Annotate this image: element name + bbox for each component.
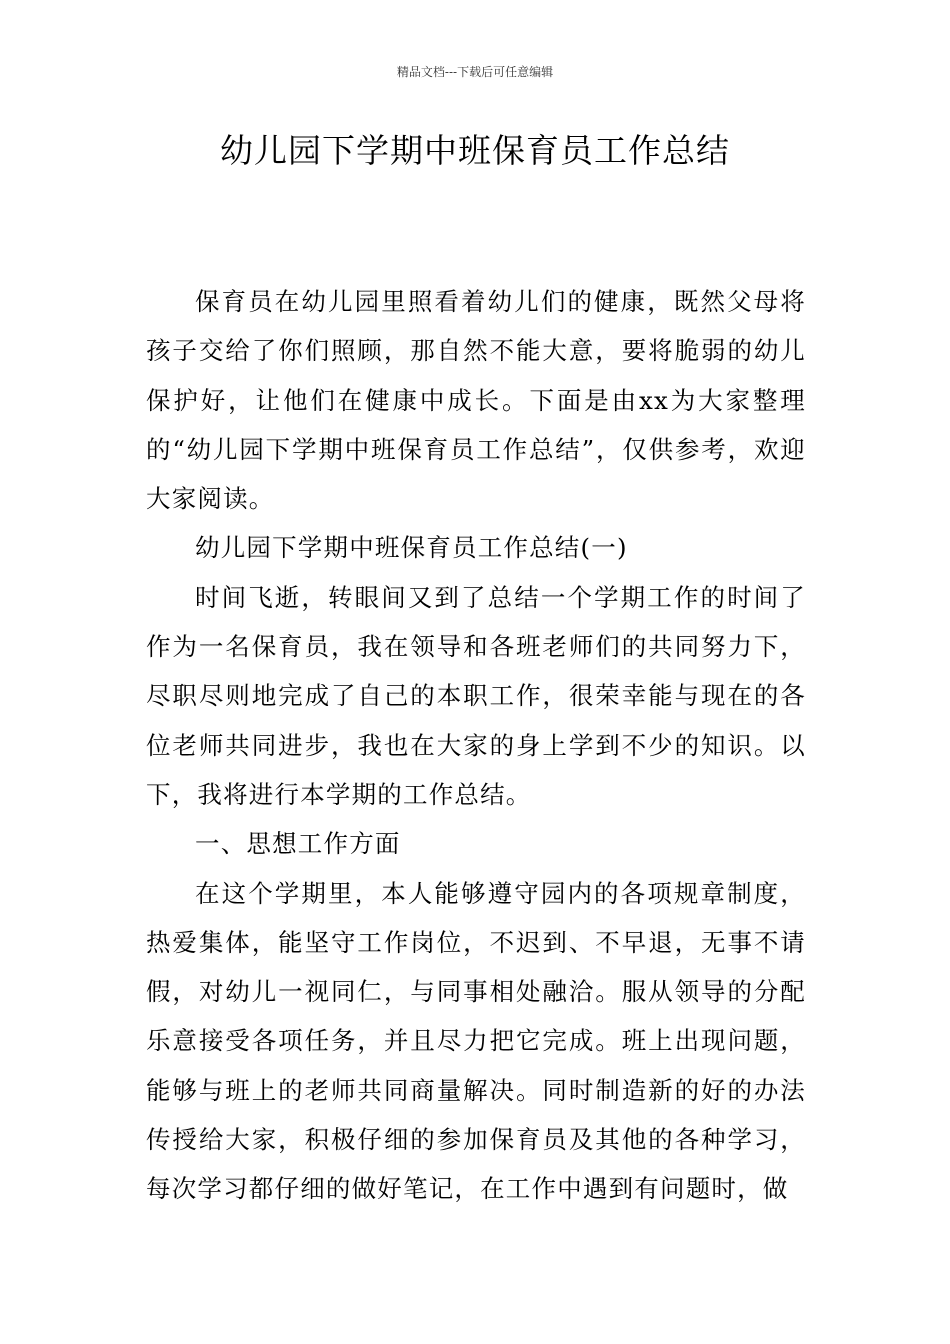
paragraph-ideology-body: 在这个学期里，本人能够遵守园内的各项规章制度，热爱集体，能坚守工作岗位，不迟到、不早退，无事不请假，对幼儿一视同仁，与同事相处融洽。服从领导的分配乐意接受各项任务，并且尽力把它完成。班上出现问题，能够与班上的老师共同商量解决。同时制造新的好的办法传授给大家，积极仔细的参加保育员及其他的各种学习，每次学习都仔细的做好笔记，在工作中遇到有问题时，做 — [146, 878, 806, 1204]
document-title: 幼儿园下学期中班保育员工作总结 — [220, 131, 730, 170]
document-body — [146, 277, 806, 1214]
paragraph-summary-opening: 时间飞逝，转眼间又到了总结一个学期工作的时间了作为一名保育员，我在领导和各班老师们的共同努力下，尽职尽则地完成了自己的本职工作，很荣幸能与现在的各位老师共同进步，我也在大家的身上学到不少的知识。以下，我将进行本学期的工作总结。 — [146, 582, 806, 809]
header-note: 精品文档---下载后可任意编辑 — [396, 65, 554, 79]
paragraph-section-heading: 幼儿园下学期中班保育员工作总结(一) — [195, 533, 628, 563]
paragraph-subheading-ideology: 一、思想工作方面 — [195, 829, 401, 859]
paragraph-intro: 保育员在幼儿园里照看着幼儿们的健康，既然父母将孩子交给了你们照顾，那自然不能大意，要将脆弱的幼儿保护好，让他们在健康中成长。下面是由xx为大家整理的“幼儿园下学期中班保育员工作总结”，仅供参考，欢迎大家阅读。 — [146, 287, 806, 514]
